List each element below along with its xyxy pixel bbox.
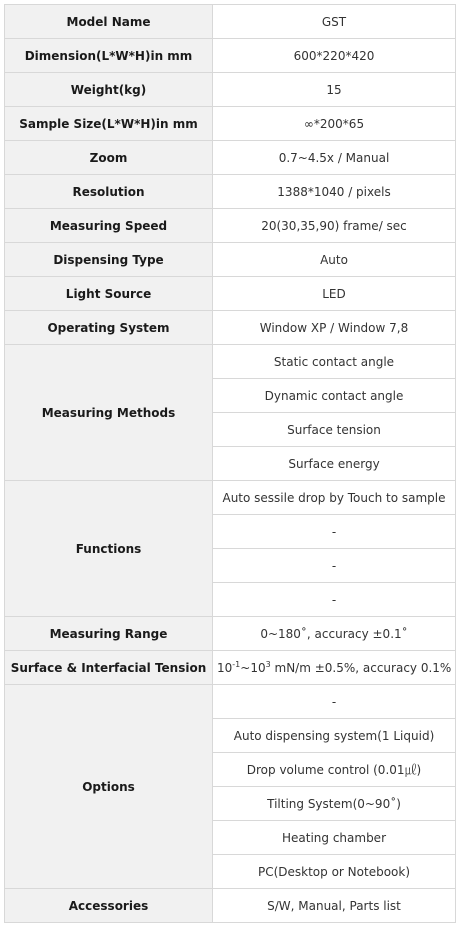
measuring-range-value: 0~180˚, accuracy ±0.1˚ [213, 617, 456, 651]
row-label: Operating System [5, 311, 213, 345]
table-row [5, 73, 456, 107]
table-row [5, 651, 456, 685]
functions-label: Functions [5, 481, 213, 617]
option-value: Tilting System(0~90˚) [213, 787, 456, 821]
option-value: Drop volume control (0.01㎕) [213, 753, 456, 787]
row-label: Model Name [5, 5, 213, 39]
option-value: Auto dispensing system(1 Liquid) [213, 719, 456, 753]
table-row [5, 5, 456, 39]
row-label: Zoom [5, 141, 213, 175]
table-row [5, 889, 456, 923]
row-label: Dimension(L*W*H)in mm [5, 39, 213, 73]
measuring-method-value: Surface energy [213, 447, 456, 481]
row-value: 20(30,35,90) frame/ sec [213, 209, 456, 243]
row-value: GST [213, 5, 456, 39]
table-row [5, 481, 456, 515]
row-value: 600*220*420 [213, 39, 456, 73]
row-value: Window XP / Window 7,8 [213, 311, 456, 345]
option-value: - [213, 685, 456, 719]
table-row [5, 107, 456, 141]
table-row [5, 345, 456, 379]
function-value: Auto sessile drop by Touch to sample [213, 481, 456, 515]
table-row [5, 243, 456, 277]
table-row [5, 175, 456, 209]
measuring-methods-label: Measuring Methods [5, 345, 213, 481]
row-label: Weight(kg) [5, 73, 213, 107]
row-label: Light Source [5, 277, 213, 311]
tension-rest: mN/m ±0.5%, accuracy 0.1% [270, 660, 452, 675]
row-value: 1388*1040 / pixels [213, 175, 456, 209]
row-value: 0.7~4.5x / Manual [213, 141, 456, 175]
tension-exponent-high: 3 [265, 659, 271, 669]
options-label: Options [5, 685, 213, 889]
row-label: Resolution [5, 175, 213, 209]
row-value: LED [213, 277, 456, 311]
row-value: ∞*200*65 [213, 107, 456, 141]
function-value: - [213, 515, 456, 549]
function-value: - [213, 583, 456, 617]
spec-table [4, 4, 456, 923]
tension-value [213, 651, 456, 685]
accessories-value: S/W, Manual, Parts list [213, 889, 456, 923]
row-value: Auto [213, 243, 456, 277]
measuring-range-label: Measuring Range [5, 617, 213, 651]
tension-base: 10 [217, 660, 233, 675]
table-row [5, 311, 456, 345]
table-row [5, 277, 456, 311]
table-row [5, 39, 456, 73]
measuring-method-value: Surface tension [213, 413, 456, 447]
tension-exponent-low: -1 [232, 659, 241, 669]
row-value: 15 [213, 73, 456, 107]
function-value: - [213, 549, 456, 583]
measuring-method-value: Dynamic contact angle [213, 379, 456, 413]
table-row [5, 209, 456, 243]
tension-label: Surface & Interfacial Tension [5, 651, 213, 685]
measuring-method-value: Static contact angle [213, 345, 456, 379]
row-label: Measuring Speed [5, 209, 213, 243]
tension-separator: ~10 [240, 660, 266, 675]
table-row [5, 141, 456, 175]
table-row [5, 617, 456, 651]
option-value: PC(Desktop or Notebook) [213, 855, 456, 889]
option-value: Heating chamber [213, 821, 456, 855]
table-row [5, 685, 456, 719]
row-label: Sample Size(L*W*H)in mm [5, 107, 213, 141]
accessories-label: Accessories [5, 889, 213, 923]
row-label: Dispensing Type [5, 243, 213, 277]
